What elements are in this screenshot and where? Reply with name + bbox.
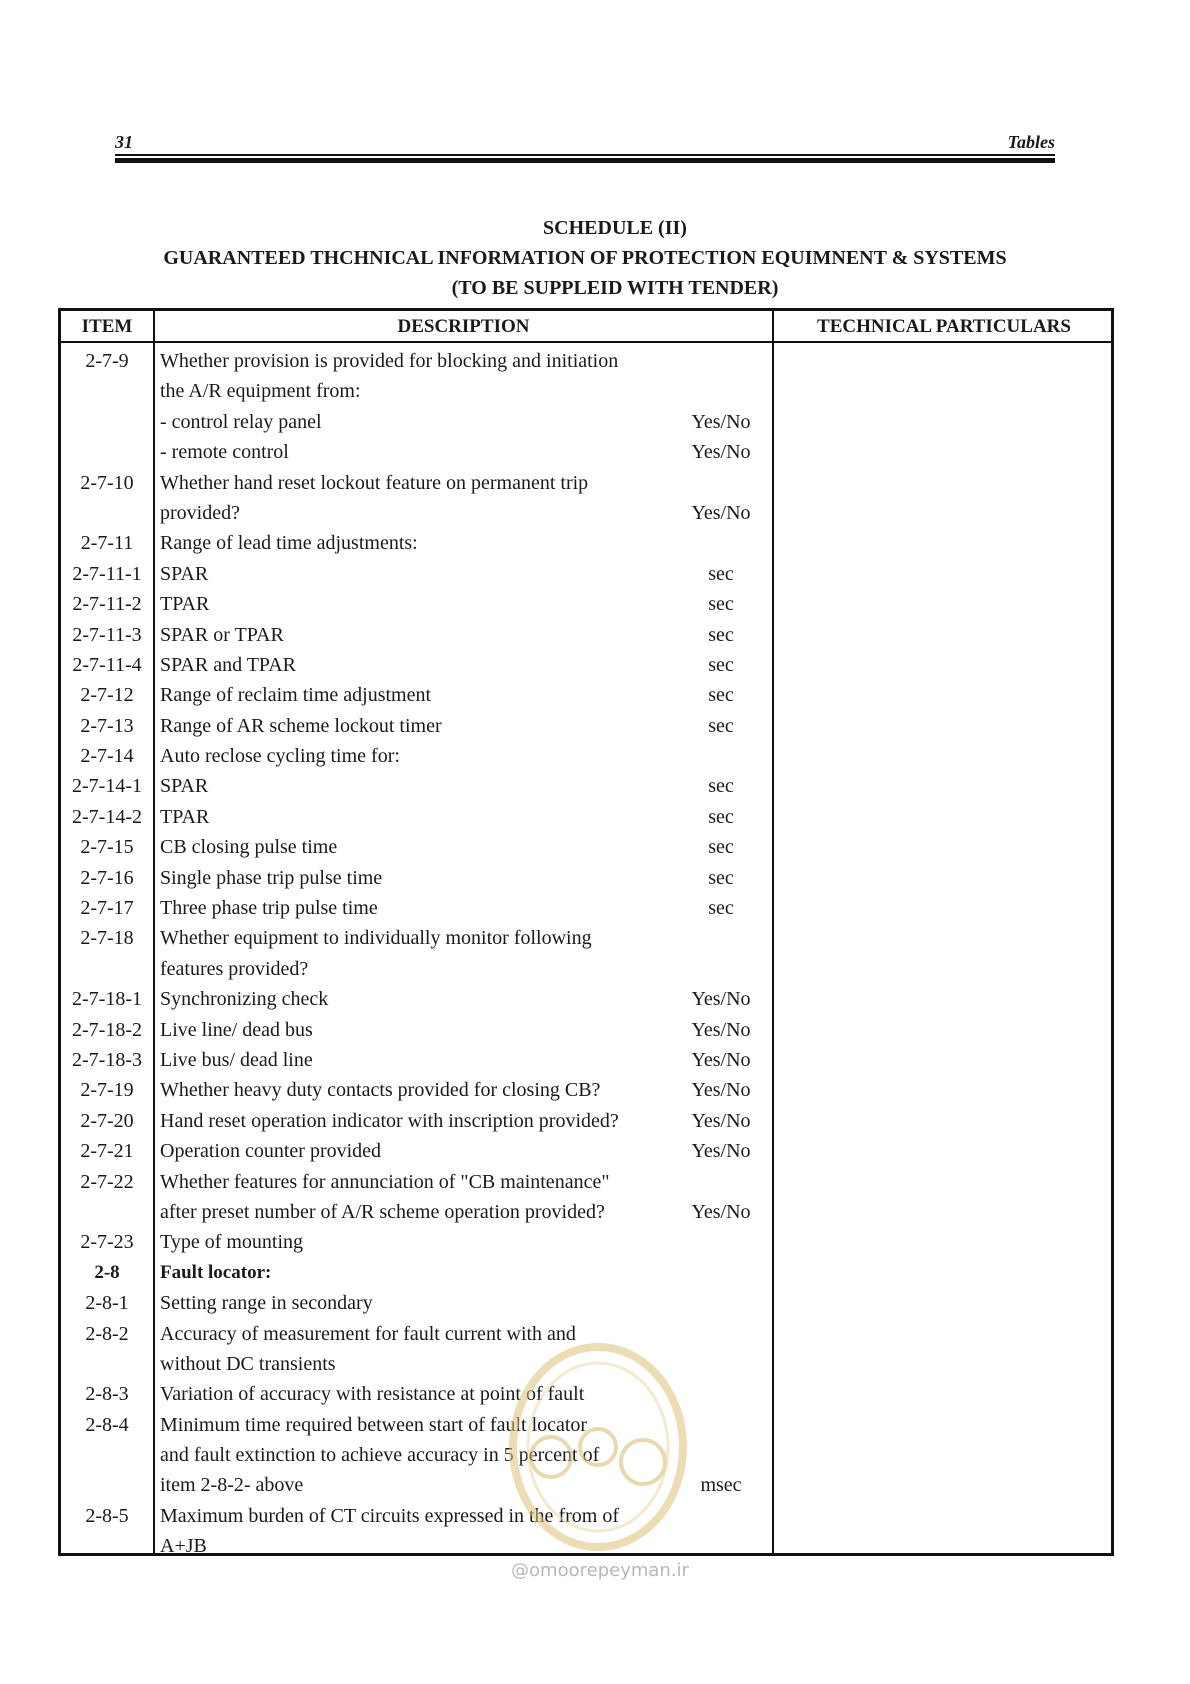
row-description: without DC transients — [160, 1352, 336, 1375]
row-unit: Yes/No — [691, 1140, 751, 1163]
table-row — [61, 1407, 1111, 1437]
row-item: 2-7-11-4 — [72, 653, 142, 676]
row-description: SPAR — [160, 775, 209, 798]
table-row — [61, 1528, 1111, 1558]
row-unit: sec — [708, 866, 734, 889]
table-row — [61, 1498, 1111, 1528]
table-row — [61, 1346, 1111, 1376]
table-row — [61, 677, 1111, 707]
row-unit: Yes/No — [691, 1109, 751, 1132]
table-body — [61, 343, 1111, 1559]
row-item: 2-7-15 — [80, 836, 134, 859]
row-item: 2-7-18-1 — [72, 988, 142, 1011]
table-row — [61, 525, 1111, 555]
row-item: 2-7-11-2 — [72, 593, 142, 616]
row-unit: msec — [700, 1474, 742, 1497]
row-unit: sec — [708, 653, 734, 676]
row-item: 2-7-19 — [80, 1079, 134, 1102]
row-description: Variation of accuracy with resistance at point of fault — [160, 1383, 585, 1406]
row-description: - remote control — [160, 441, 289, 464]
row-description: Whether provision is provided for blocking and initiation — [160, 350, 619, 372]
table-row — [61, 1194, 1111, 1224]
row-item: 2-7-11 — [80, 532, 134, 555]
table-row — [61, 920, 1111, 950]
row-item: 2-7-9 — [85, 350, 129, 372]
row-description: Type of mounting — [160, 1231, 304, 1254]
table-row — [61, 617, 1111, 647]
row-item: 2-7-14 — [80, 745, 134, 768]
row-item: 2-7-20 — [80, 1109, 134, 1132]
row-unit: sec — [708, 805, 734, 828]
row-item: 2-7-21 — [80, 1140, 134, 1163]
row-description: Whether features for annunciation of "CB maintenance" — [160, 1170, 610, 1193]
table-row — [61, 586, 1111, 616]
table-row — [61, 1133, 1111, 1163]
row-description: SPAR and TPAR — [160, 653, 296, 676]
section-title: Tables — [1007, 132, 1055, 152]
table-row — [61, 404, 1111, 434]
row-description: Three phase trip pulse time — [160, 897, 378, 920]
table-row — [61, 373, 1111, 403]
row-unit: sec — [708, 836, 734, 859]
row-item: 2-7-22 — [80, 1170, 134, 1193]
row-description: item 2-8-2- above — [160, 1474, 304, 1497]
column-header-technical: TECHNICAL PARTICULARS — [817, 316, 1071, 337]
column-header-item: ITEM — [81, 316, 133, 337]
table-row — [61, 1072, 1111, 1102]
row-description: Whether equipment to individually monitor following — [160, 927, 592, 950]
row-description: Maximum burden of CT circuits expressed in the from of — [160, 1504, 619, 1527]
header-rule-thin — [115, 154, 1055, 156]
row-unit: sec — [708, 593, 734, 616]
row-description: Whether hand reset lockout feature on permanent trip — [160, 471, 589, 494]
table-row — [61, 1012, 1111, 1042]
row-item: 2-8-1 — [85, 1292, 129, 1315]
row-item: 2-8-4 — [85, 1413, 129, 1436]
row-unit: sec — [708, 684, 734, 707]
row-item: 2-7-13 — [80, 714, 134, 737]
table-row — [61, 1285, 1111, 1315]
row-description: Synchronizing check — [160, 988, 329, 1011]
row-unit: Yes/No — [691, 1018, 751, 1041]
row-description: Hand reset operation indicator with inscription provided? — [160, 1109, 619, 1132]
row-item: 2-7-18 — [80, 927, 134, 950]
row-unit: Yes/No — [691, 1200, 751, 1223]
table-row — [61, 799, 1111, 829]
row-unit: Yes/No — [691, 501, 751, 524]
row-item: 2-8-2 — [85, 1322, 129, 1345]
row-description: Minimum time required between start of fault locator — [160, 1413, 588, 1436]
row-description: SPAR — [160, 562, 209, 585]
row-description: Range of AR scheme lockout timer — [160, 714, 442, 737]
row-unit: sec — [708, 775, 734, 798]
table-row — [61, 647, 1111, 677]
row-description: TPAR — [160, 805, 210, 828]
row-description: Live bus/ dead line — [160, 1048, 313, 1071]
row-unit: sec — [708, 623, 734, 646]
table-row — [61, 829, 1111, 859]
table-row — [61, 1224, 1111, 1254]
row-description: Whether heavy duty contacts provided for closing CB? — [160, 1079, 601, 1102]
row-unit: Yes/No — [691, 1048, 751, 1071]
row-item: 2-7-11-1 — [72, 562, 142, 585]
row-unit: sec — [708, 714, 734, 737]
header-rule-thick — [115, 158, 1055, 163]
row-unit: Yes/No — [691, 441, 751, 464]
schedule-subtitle: GUARANTEED THCHNICAL INFORMATION OF PROTECTION EQUIMNENT & SYSTEMS — [163, 247, 1007, 269]
table-row — [61, 1255, 1111, 1285]
schedule-table — [58, 308, 1114, 1556]
page-number: 31 — [115, 132, 133, 152]
row-description: features provided? — [160, 957, 309, 980]
row-item: 2-7-14-1 — [72, 775, 142, 798]
row-unit: sec — [708, 562, 734, 585]
row-description: SPAR or TPAR — [160, 623, 284, 646]
row-item: 2-7-11-3 — [72, 623, 142, 646]
row-description: Accuracy of measurement for fault current with and — [160, 1322, 576, 1345]
row-item: 2-8-3 — [85, 1383, 129, 1406]
schedule-note: (TO BE SUPPLEID WITH TENDER) — [451, 277, 779, 299]
row-description: Range of lead time adjustments: — [160, 532, 418, 555]
row-item: 2-7-18-2 — [72, 1018, 142, 1041]
row-item: 2-7-10 — [80, 471, 134, 494]
table-row — [61, 434, 1111, 464]
watermark-site: @omoorepeyman.ir — [511, 1560, 689, 1581]
row-item: 2-7-18-3 — [72, 1048, 142, 1071]
schedule-title: SCHEDULE (II) — [543, 217, 687, 239]
row-unit: Yes/No — [691, 410, 751, 433]
table-row — [61, 860, 1111, 890]
row-item: 2-8 — [94, 1261, 120, 1283]
row-unit: Yes/No — [691, 988, 751, 1011]
row-description: A+JB — [160, 1535, 207, 1558]
table-row — [61, 768, 1111, 798]
row-unit: Yes/No — [691, 1079, 751, 1102]
row-item: 2-8-5 — [85, 1504, 129, 1527]
table-row — [61, 495, 1111, 525]
row-description: Fault locator: — [160, 1261, 272, 1283]
table-row — [61, 1164, 1111, 1194]
table-row — [61, 1376, 1111, 1406]
row-description: Live line/ dead bus — [160, 1018, 313, 1041]
table-row — [61, 1467, 1111, 1497]
column-header-description: DESCRIPTION — [397, 316, 530, 337]
row-item: 2-7-12 — [80, 684, 134, 707]
table-row — [61, 738, 1111, 768]
table-row — [61, 890, 1111, 920]
row-description: CB closing pulse time — [160, 836, 338, 859]
row-description: Operation counter provided — [160, 1140, 382, 1163]
row-description: TPAR — [160, 593, 210, 616]
row-description: after preset number of A/R scheme operation provided? — [160, 1200, 605, 1223]
table-row — [61, 1437, 1111, 1467]
table-row — [61, 708, 1111, 738]
row-description: provided? — [160, 501, 240, 524]
row-description: Single phase trip pulse time — [160, 866, 383, 889]
table-row — [61, 1316, 1111, 1346]
table-row — [61, 556, 1111, 586]
row-item: 2-7-23 — [80, 1231, 134, 1254]
table-row — [61, 1042, 1111, 1072]
row-item: 2-7-17 — [80, 897, 134, 920]
table-row — [61, 981, 1111, 1011]
row-description: Range of reclaim time adjustment — [160, 684, 432, 707]
table-row — [61, 343, 1111, 373]
row-description: the A/R equipment from: — [160, 380, 361, 403]
row-unit: sec — [708, 897, 734, 920]
row-item: 2-7-16 — [80, 866, 134, 889]
row-description: and fault extinction to achieve accuracy in 5 percent of — [160, 1444, 600, 1467]
row-description: - control relay panel — [160, 410, 322, 433]
table-row — [61, 1103, 1111, 1133]
table-row — [61, 465, 1111, 495]
page-header — [115, 128, 1055, 152]
row-item: 2-7-14-2 — [72, 805, 142, 828]
table-row — [61, 951, 1111, 981]
row-description: Auto reclose cycling time for: — [160, 745, 400, 768]
row-description: Setting range in secondary — [160, 1292, 373, 1315]
